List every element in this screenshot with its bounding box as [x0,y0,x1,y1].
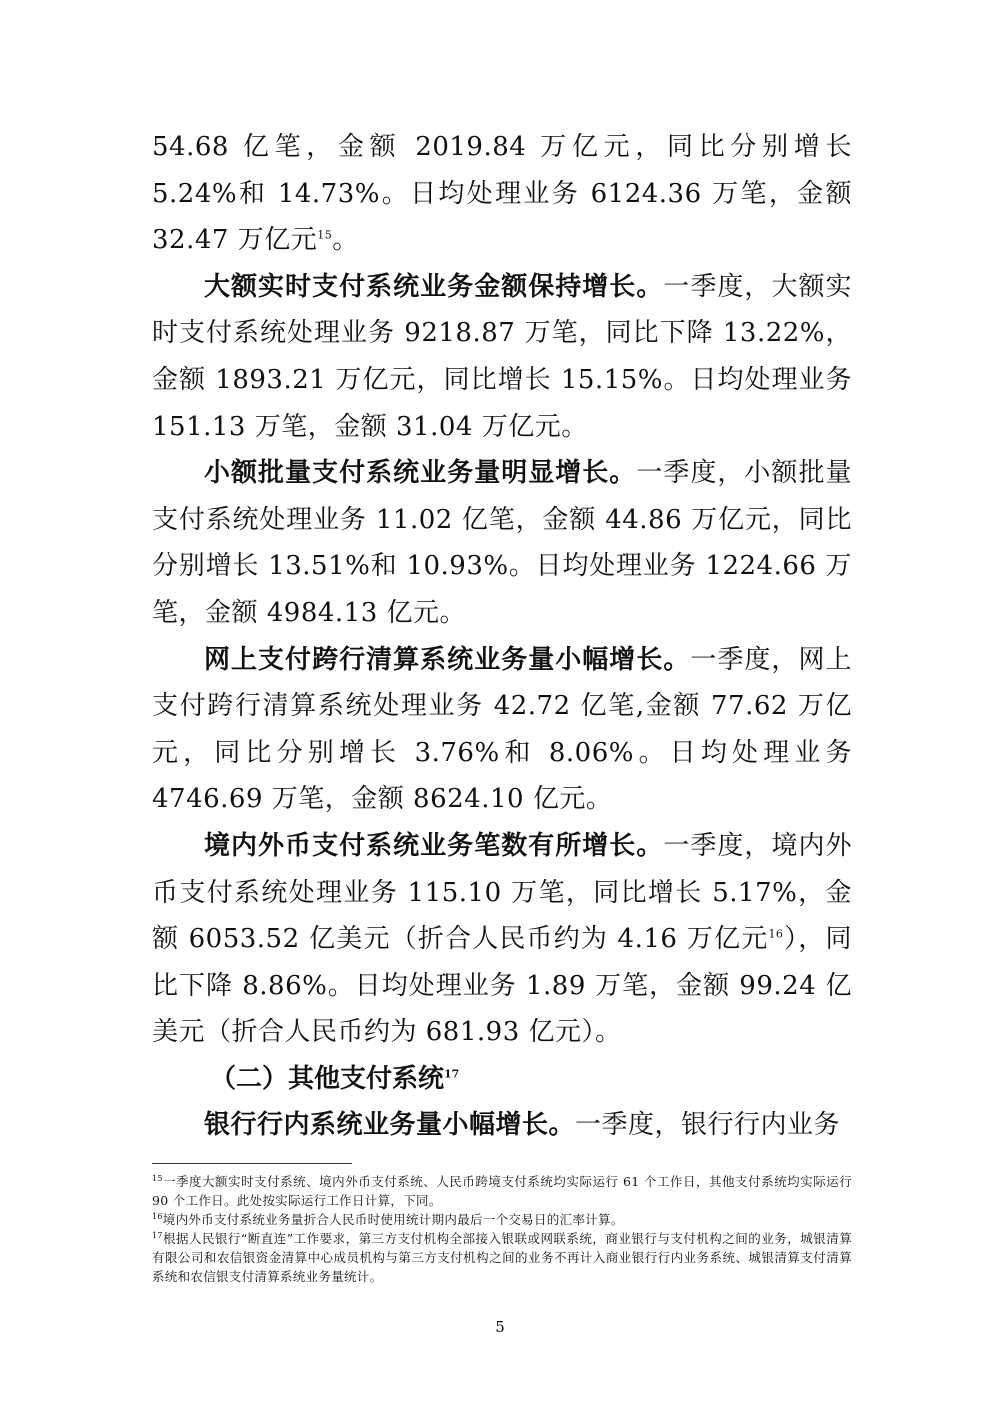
footnote-number: 15 [152,1173,163,1183]
footnote-number: 17 [152,1230,163,1240]
paragraph-1 [152,124,852,264]
paragraph-lead: 境内外币支付系统业务笔数有所增长。 [204,830,664,861]
paragraph-text-cont: ），同比下降 8.86%。日均处理业务 1.89 万笔，金额 99.24 亿美元（折合人民币约为 681.93 亿元）。 [152,924,852,1048]
paragraph-lead: 小额批量支付系统业务量明显增长。 [204,458,637,489]
paragraph-text: 一季度，银行行内业务 [575,1110,841,1141]
footnote-17 [152,1229,852,1286]
footnote-16 [152,1210,852,1229]
paragraph-lead: 大额实时支付系统业务金额保持增长。 [204,271,664,302]
main-text [152,124,852,1149]
footnotes [152,1172,852,1286]
paragraph-text: 一季度，网上支付跨行清算系统处理业务 42.72 亿笔,金额 77.62 万亿元，同比分别增长 3.76%和 8.06%。日均处理业务 4746.69 万笔，金额 8624.10 亿元。 [152,644,852,815]
section-title: （二）其他支付系统 [210,1063,445,1094]
paragraph-foreign-currency-system [152,823,852,1056]
paragraph-lead: 网上支付跨行清算系统业务量小幅增长。 [204,644,691,675]
footnote-15 [152,1172,852,1210]
footnote-ref-15: 15 [317,228,333,242]
footnote-separator [152,1163,352,1164]
footnote-text: 根据人民银行“断直连”工作要求，第三方支付机构全部接入银联或网联系统，商业银行与支付机构之间的业务，城银清算有限公司和农信银资金清算中心成员机构与第三方支付机构之间的业务不再计入商业银行行内业务系统、城银清算支付清算系统和农信银支付清算系统业务量统计。 [152,1231,852,1284]
paragraph-text: 一季度，境内外币支付系统处理业务 115.10 万笔，同比增长 5.17%，金额 6053.52 亿美元（折合人民币约为 4.16 万亿元 [152,830,852,955]
footnote-text: 一季度大额实时支付系统、境内外币支付系统、人民币跨境支付系统均实际运行 61 个工作日，其他支付系统均实际运行 90 个工作日。此处按实际运行工作日计算，下同。 [152,1174,852,1208]
paragraph-1-tail: 。 [332,225,359,256]
paragraph-large-value-system [152,264,852,450]
paragraph-bulk-payment-system [152,450,852,636]
footnote-ref-16: 16 [768,927,784,941]
footnote-number: 16 [152,1211,163,1221]
paragraph-bank-internal-system [152,1102,852,1149]
paragraph-text: 一季度，大额实时支付系统处理业务 9218.87 万笔，同比下降 13.22%，金额 1893.21 万亿元，同比增长 15.15%。日均处理业务 151.13 万笔，金额 31.04 万亿元。 [152,271,852,442]
footnote-text: 境内外币支付系统业务量折合人民币时使用统计期内最后一个交易日的汇率计算。 [162,1212,624,1227]
paragraph-1-text: 54.68 亿笔，金额 2019.84 万亿元，同比分别增长 5.24%和 14.73%。日均处理业务 6124.36 万笔，金额 32.47 万亿元 [152,132,852,256]
paragraph-text: 一季度，小额批量支付系统处理业务 11.02 亿笔，金额 44.86 万亿元，同比分别增长 13.51%和 10.93%。日均处理业务 1224.66 万笔，金额 4984.13 亿元。 [152,458,852,628]
paragraph-lead: 银行行内系统业务量小幅增长。 [204,1110,576,1141]
page-number: 5 [495,1318,505,1336]
paragraph-online-clearing-system [152,637,852,823]
section-heading [152,1056,852,1103]
footnote-ref-17: 17 [444,1067,460,1081]
